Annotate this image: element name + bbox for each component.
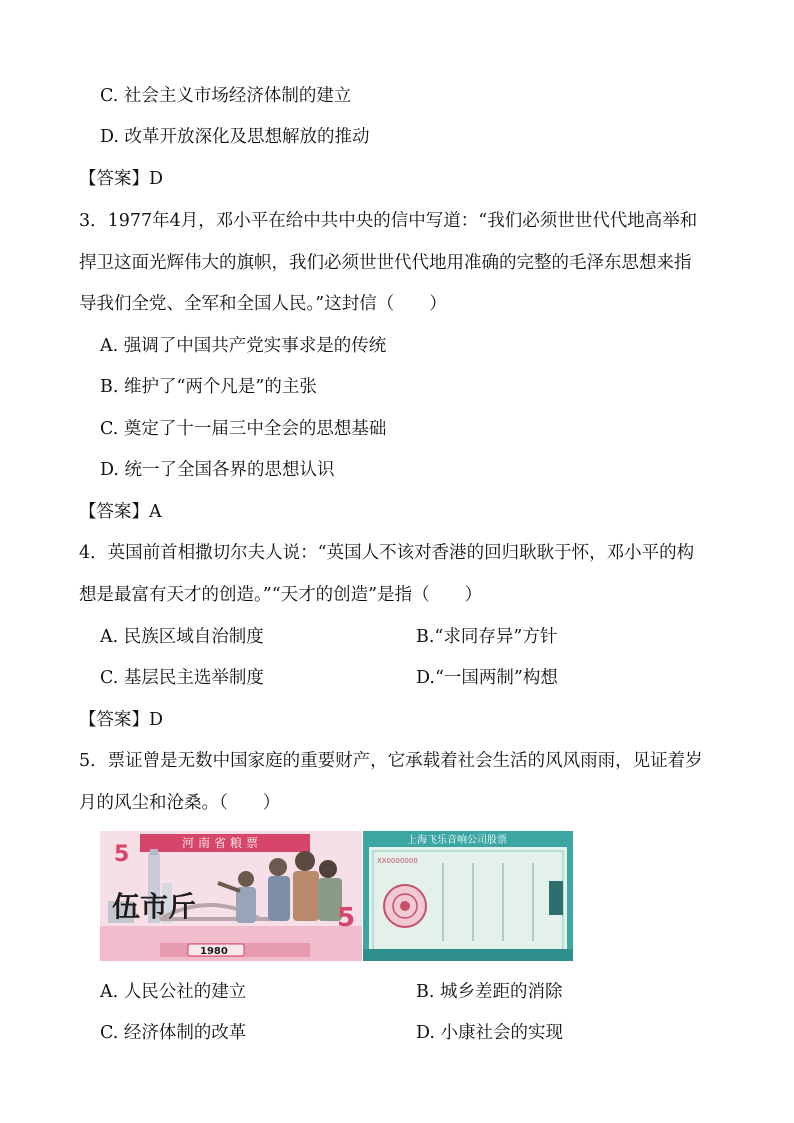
- grain-ticket-corner-number-2: 5: [337, 903, 356, 933]
- q4-option-b: B.“求同存异”方针: [416, 627, 558, 647]
- stock-certificate-serial: XX0000000: [377, 857, 418, 865]
- q5-option-b: B. 城乡差距的消除: [416, 982, 563, 1002]
- q4-option-c: C. 基层民主选举制度: [100, 668, 264, 688]
- q4-option-a: A. 民族区域自治制度: [100, 627, 264, 647]
- q5-stem-line-1: 5．票证曾是无数中国家庭的重要财产，它承载着社会生活的风风雨雨，见证着岁: [79, 751, 703, 771]
- ticket-images: [100, 831, 573, 961]
- q2-answer: 【答案】D: [79, 169, 164, 189]
- q3-option-a: A. 强调了中国共产党实事求是的传统: [100, 336, 387, 356]
- q4-option-d: D.“一国两制”构想: [416, 668, 558, 688]
- stock-certificate-image: [363, 831, 573, 961]
- grain-ticket-corner-number: 5: [114, 842, 130, 867]
- q4-answer: 【答案】D: [79, 710, 164, 730]
- q2-option-c: C. 社会主义市场经济体制的建立: [100, 86, 352, 106]
- grain-ticket-art: [100, 831, 362, 961]
- q4-stem-line-1: 4．英国前首相撒切尔夫人说：“英国人不该对香港的回归耿耿于怀，邓小平的构: [79, 543, 695, 563]
- q5-option-c: C. 经济体制的改革: [100, 1023, 247, 1043]
- q5-option-d: D. 小康社会的实现: [416, 1023, 564, 1043]
- q3-option-b: B. 维护了“两个凡是”的主张: [100, 377, 317, 397]
- stock-certificate-art: [363, 831, 573, 961]
- q3-option-c: C. 奠定了十一届三中全会的思想基础: [100, 419, 387, 439]
- q5-option-a: A. 人民公社的建立: [100, 982, 247, 1002]
- q3-option-d: D. 统一了全国各界的思想认识: [100, 460, 335, 480]
- grain-ticket-year: 1980: [200, 946, 228, 957]
- grain-ticket-denomination: 伍市斤: [112, 890, 197, 923]
- q3-stem-line-3: 导我们全党、全军和全国人民。”这封信（ ）: [79, 294, 447, 314]
- grain-ticket-image: [100, 831, 362, 961]
- q3-answer: 【答案】A: [79, 502, 162, 522]
- q2-option-d: D. 改革开放深化及思想解放的推动: [100, 127, 370, 147]
- q4-stem-line-2: 想是最富有天才的创造。”“天才的创造”是指（ ）: [79, 585, 483, 605]
- q3-stem-line-2: 捍卫这面光辉伟大的旗帜，我们必须世世代代地用准确的完整的毛泽东思想来指: [79, 253, 692, 273]
- q5-stem-line-2: 月的风尘和沧桑。（ ）: [79, 793, 281, 813]
- q3-stem-line-1: 3．1977年4月，邓小平在给中共中央的信中写道：“我们必须世世代代地高举和: [79, 211, 698, 231]
- stock-certificate-header: 上海飞乐音响公司股票: [407, 835, 507, 846]
- grain-ticket-header: 河南省粮票: [182, 836, 263, 850]
